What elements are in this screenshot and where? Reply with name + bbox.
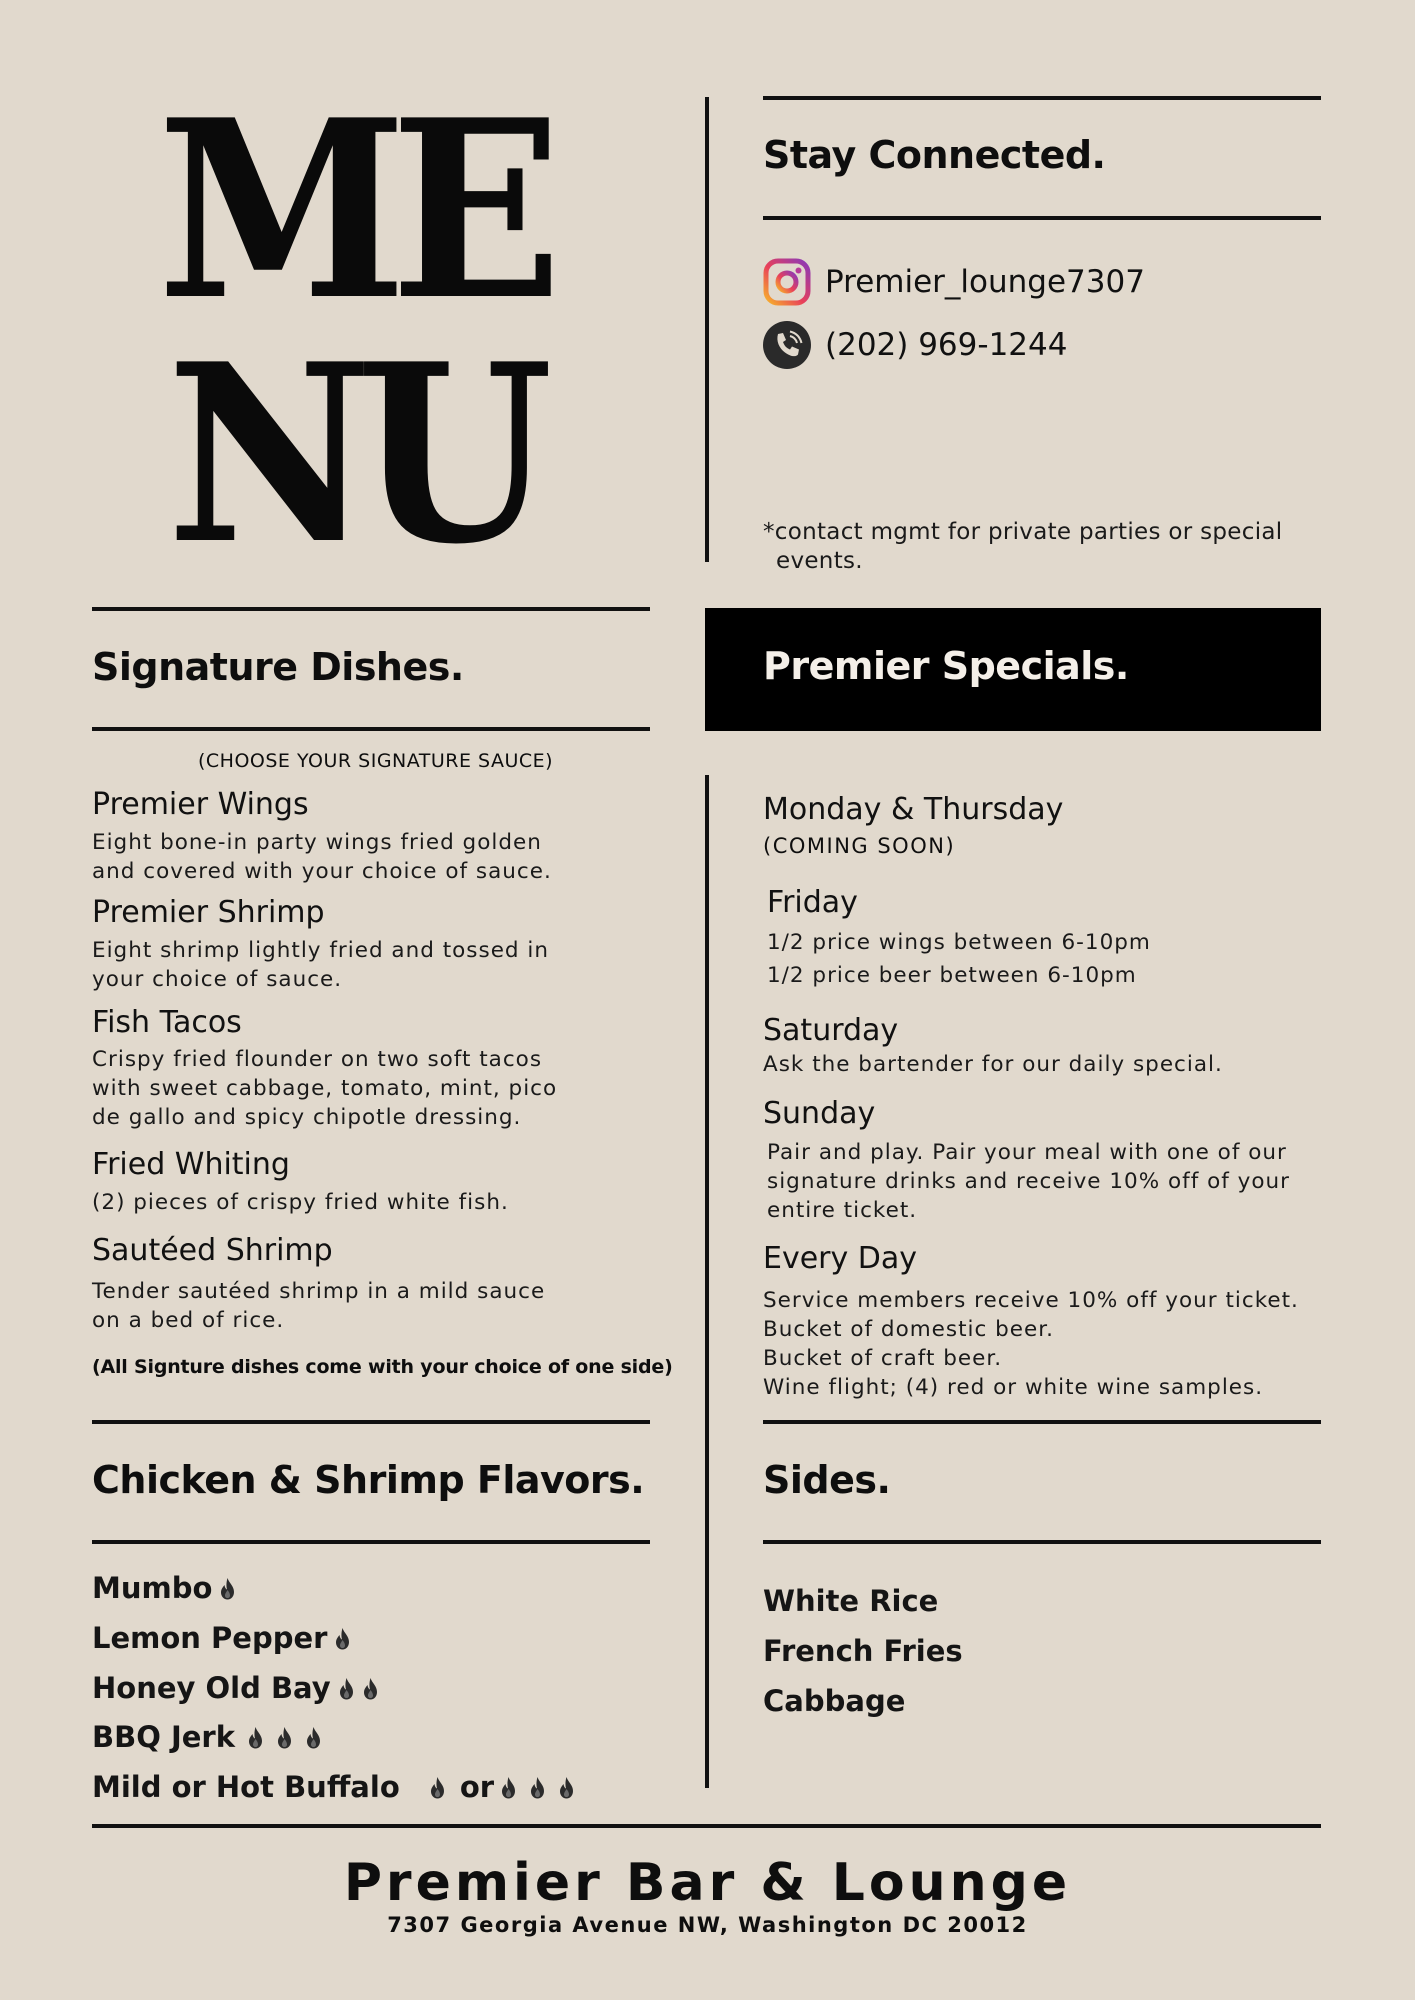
flame-icon [305,1726,322,1749]
menu-title-top: ME [157,66,546,354]
special-day-title: Monday & Thursday [763,792,1064,827]
flame-icon [334,1627,351,1650]
dish-description: Eight shrimp lightly fried and tossed in your choice of sauce. [92,938,550,992]
special-note: (COMING SOON) [763,834,956,858]
dish-title: Fried Whiting [92,1147,290,1182]
private-parties-note: *contact mgmt for private parties or special events. [763,519,1283,574]
premier-specials-title: Premier Specials. [763,644,1129,688]
business-address: 7307 Georgia Avenue NW, Washington DC 20012 [387,1913,1028,1937]
flame-icon [247,1726,264,1749]
flavor-item: Honey Old Bay [92,1671,379,1705]
signature-footnote: (All Signture dishes come with your choice of one side) [92,1356,673,1378]
divider [92,727,650,731]
flame-icon [362,1677,379,1700]
vertical-divider-bottom [705,775,709,1788]
flame-icon [529,1776,546,1799]
flame-icon [338,1677,355,1700]
or-label: or [459,1770,495,1804]
dish-description: Tender sautéed shrimp in a mild sauce on a bed of rice. [92,1279,546,1333]
flavor-item: Mild or Hot Buffalo or [92,1770,575,1804]
menu-title-bottom: NU [166,310,537,598]
divider [763,1420,1321,1424]
side-item: French Fries [763,1634,963,1668]
special-day-title: Saturday [763,1013,899,1048]
flame-icon [500,1776,517,1799]
instagram-icon [763,258,811,306]
special-description: Service members receive 10% off your ticket. Bucket of domestic beer. Bucket of craft beer. Wine flight; (4) red or white wine samples. [763,1288,1299,1400]
side-item: White Rice [763,1584,939,1618]
divider [763,96,1321,100]
dish-title: Sautéed Shrimp [92,1233,333,1268]
dish-description: Crispy fried flounder on two soft tacos with sweet cabbage, tomato, mint, pico de gallo and spicy chipotle dressing. [92,1047,558,1130]
special-description: Pair and play. Pair your meal with one of our signature drinks and receive 10% off of your entire ticket. [767,1140,1291,1223]
special-description: Ask the bartender for our daily special. [763,1052,1223,1077]
sides-title: Sides. [763,1458,891,1502]
dish-title: Fish Tacos [92,1005,242,1040]
signature-dishes-title: Signature Dishes. [92,645,464,689]
instagram-handle: Premier_lounge7307 [825,264,1145,300]
flame-icon [429,1776,446,1799]
special-day-title: Sunday [763,1096,876,1131]
flame-icon [219,1577,236,1600]
flavors-title: Chicken & Shrimp Flavors. [92,1458,645,1502]
stay-connected-title: Stay Connected. [763,133,1106,177]
dish-description: Eight bone-in party wings fried golden and covered with your choice of sauce. [92,830,552,884]
phone-icon [763,321,811,369]
business-name: Premier Bar & Lounge [343,1853,1072,1913]
divider [92,1540,650,1544]
flavor-item: BBQ Jerk [92,1720,322,1754]
phone-link[interactable] [763,321,1067,369]
side-item: Cabbage [763,1684,906,1718]
dish-description: (2) pieces of crispy fried white fish. [92,1190,509,1215]
flame-icon [558,1776,575,1799]
flavor-item: Mumbo [92,1571,236,1605]
divider [763,216,1321,220]
flavor-item: Lemon Pepper [92,1621,351,1655]
special-day-title: Every Day [763,1241,918,1276]
sauce-note: (CHOOSE YOUR SIGNATURE SAUCE) [198,750,554,772]
phone-number: (202) 969-1244 [825,327,1068,363]
instagram-link[interactable] [763,258,1145,306]
divider [92,607,650,611]
flame-icon [276,1726,293,1749]
vertical-divider-top [705,97,709,562]
footer-divider [92,1824,1321,1828]
dish-title: Premier Wings [92,787,309,822]
special-day-title: Friday [767,885,858,920]
premier-specials-banner [705,608,1321,731]
special-description: 1/2 price wings between 6-10pm 1/2 price beer between 6-10pm [767,930,1151,988]
divider [92,1420,650,1424]
dish-title: Premier Shrimp [92,895,325,930]
divider [763,1540,1321,1544]
